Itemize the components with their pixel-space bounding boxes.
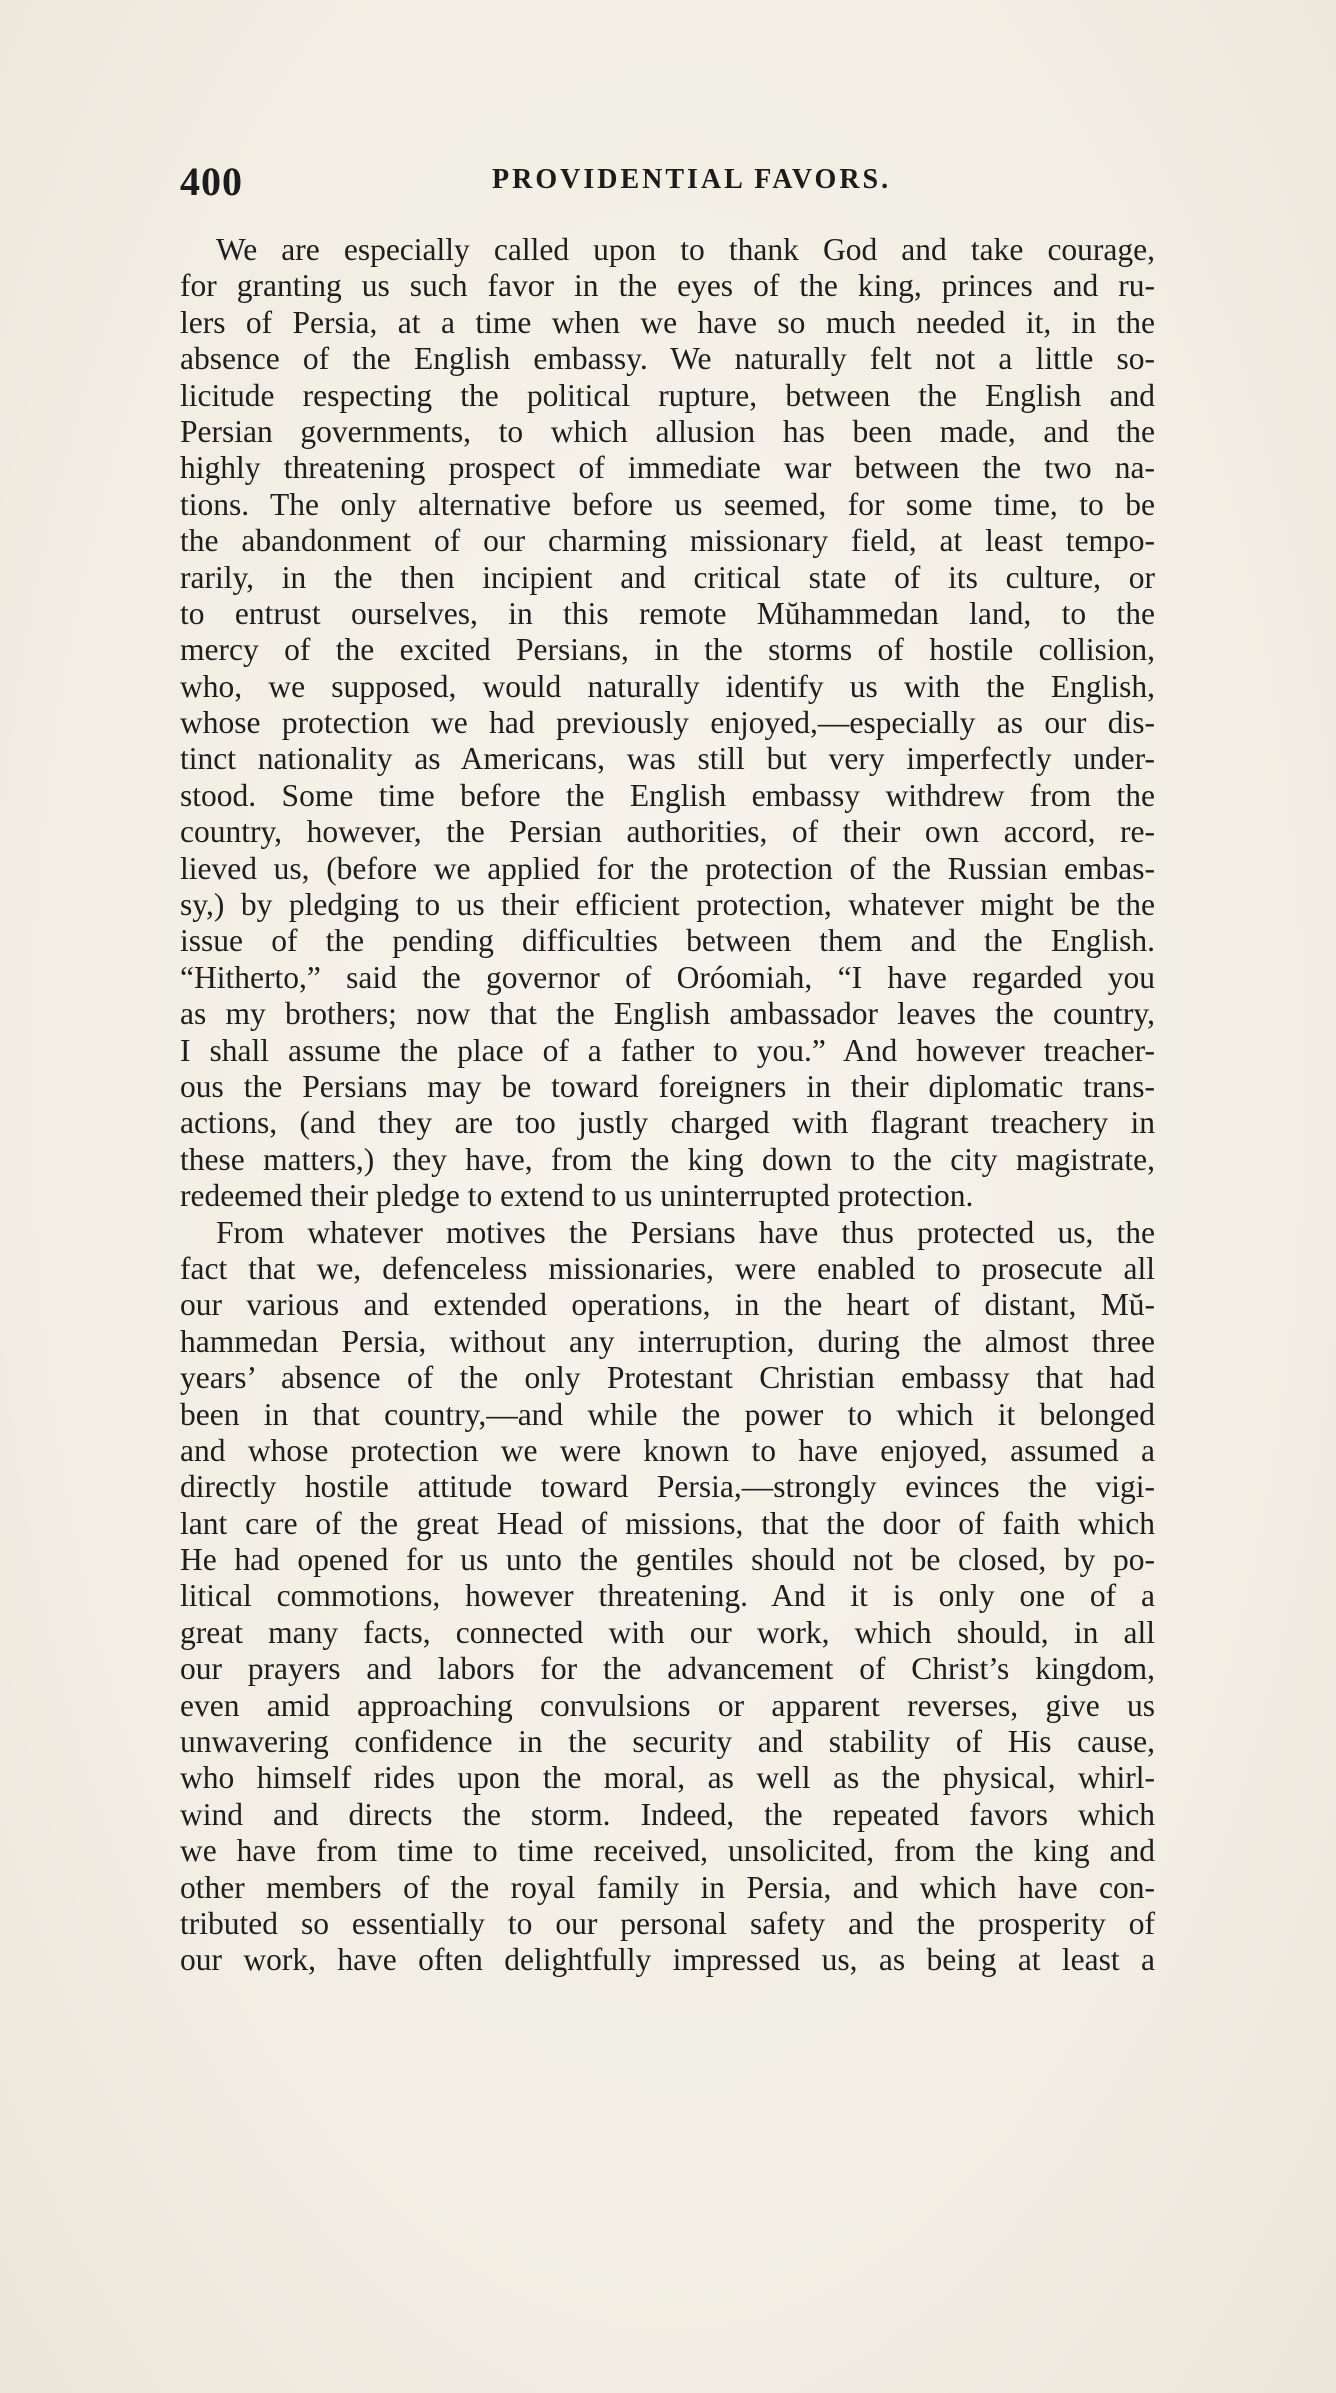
paragraph-1 (180, 232, 1155, 1215)
text-line: litical commotions, however threatening. And it is only one of a (180, 1578, 1155, 1614)
page-header (180, 158, 1155, 208)
text-line: “Hitherto,” said the governor of Oróomiah, “I have regarded you (180, 959, 1155, 995)
text-line: tributed so essentially to our personal safety and the prosperity of (180, 1905, 1155, 1941)
text-line: absence of the English embassy. We naturally felt not a little so- (180, 341, 1155, 377)
text-line: lieved us, (before we applied for the protection of the Russian embas- (180, 850, 1155, 886)
text-line: rarily, in the then incipient and critical state of its culture, or (180, 559, 1155, 595)
text-line: ous the Persians may be toward foreigners in their diplomatic trans- (180, 1068, 1155, 1104)
text-line: licitude respecting the political rupture, between the English and (180, 377, 1155, 413)
text-line: highly threatening prospect of immediate war between the two na- (180, 450, 1155, 486)
text-line: who himself rides upon the moral, as well as the physical, whirl- (180, 1760, 1155, 1796)
text-line: sy,) by pledging to us their efficient protection, whatever might be the (180, 887, 1155, 923)
text-line: tinct nationality as Americans, was still but very imperfectly under- (180, 741, 1155, 777)
text-line: lers of Persia, at a time when we have so much needed it, in the (180, 304, 1155, 340)
text-line: even amid approaching convulsions or apparent reverses, give us (180, 1687, 1155, 1723)
text-line: and whose protection we were known to have enjoyed, assumed a (180, 1432, 1155, 1468)
paragraph-2 (180, 1215, 1155, 1979)
text-line: From whatever motives the Persians have thus protected us, the (216, 1214, 1155, 1250)
text-line: for granting us such favor in the eyes of the king, princes and ru- (180, 268, 1155, 304)
text-line: actions, (and they are too justly charged with flagrant treachery in (180, 1105, 1155, 1141)
text-line: as my brothers; now that the English ambassador leaves the country, (180, 996, 1155, 1032)
text-line: lant care of the great Head of missions, that the door of faith which (180, 1505, 1155, 1541)
text-line: our prayers and labors for the advancement of Christ’s kingdom, (180, 1651, 1155, 1687)
text-line: country, however, the Persian authorities, of their own accord, re- (180, 814, 1155, 850)
text-line: been in that country,—and while the power to which it belonged (180, 1396, 1155, 1432)
text-line: our work, have often delightfully impressed us, as being at least a (180, 1942, 1155, 1978)
text-line: great many facts, connected with our work, which should, in all (180, 1614, 1155, 1650)
text-line: who, we supposed, would naturally identify us with the English, (180, 668, 1155, 704)
text-line: our various and extended operations, in the heart of distant, Mŭ- (180, 1287, 1155, 1323)
running-head: PROVIDENTIAL FAVORS. (492, 164, 892, 195)
text-line: the abandonment of our charming missionary field, at least tempo- (180, 523, 1155, 559)
text-line: these matters,) they have, from the king down to the city magistrate, (180, 1141, 1155, 1177)
text-line: whose protection we had previously enjoyed,—especially as our dis- (180, 705, 1155, 741)
text-line: issue of the pending difficulties between them and the English. (180, 923, 1155, 959)
text-line: wind and directs the storm. Indeed, the repeated favors which (180, 1796, 1155, 1832)
text-line: years’ absence of the only Protestant Christian embassy that had (180, 1360, 1155, 1396)
body-text (180, 232, 1155, 1979)
text-line: directly hostile attitude toward Persia,—strongly evinces the vigi- (180, 1469, 1155, 1505)
text-line: fact that we, defenceless missionaries, were enabled to prosecute all (180, 1250, 1155, 1286)
text-line: Persian governments, to which allusion has been made, and the (180, 413, 1155, 449)
text-line: hammedan Persia, without any interruption, during the almost three (180, 1323, 1155, 1359)
text-line: to entrust ourselves, in this remote Mŭhammedan land, to the (180, 595, 1155, 631)
text-line: other members of the royal family in Persia, and which have con- (180, 1869, 1155, 1905)
text-line: stood. Some time before the English embassy withdrew from the (180, 777, 1155, 813)
page-number: 400 (180, 159, 243, 204)
text-line: We are especially called upon to thank God and take courage, (216, 232, 1155, 267)
text-line: redeemed their pledge to extend to us uninterrupted protection. (180, 1178, 974, 1214)
text-line: mercy of the excited Persians, in the storms of hostile collision, (180, 632, 1155, 668)
text-line: He had opened for us unto the gentiles should not be closed, by po- (180, 1542, 1155, 1578)
text-line: we have from time to time received, unsolicited, from the king and (180, 1833, 1155, 1869)
text-line: I shall assume the place of a father to you.” And however treacher- (180, 1032, 1155, 1068)
text-line: tions. The only alternative before us seemed, for some time, to be (180, 486, 1155, 522)
text-line: unwavering confidence in the security and stability of His cause, (180, 1724, 1155, 1760)
